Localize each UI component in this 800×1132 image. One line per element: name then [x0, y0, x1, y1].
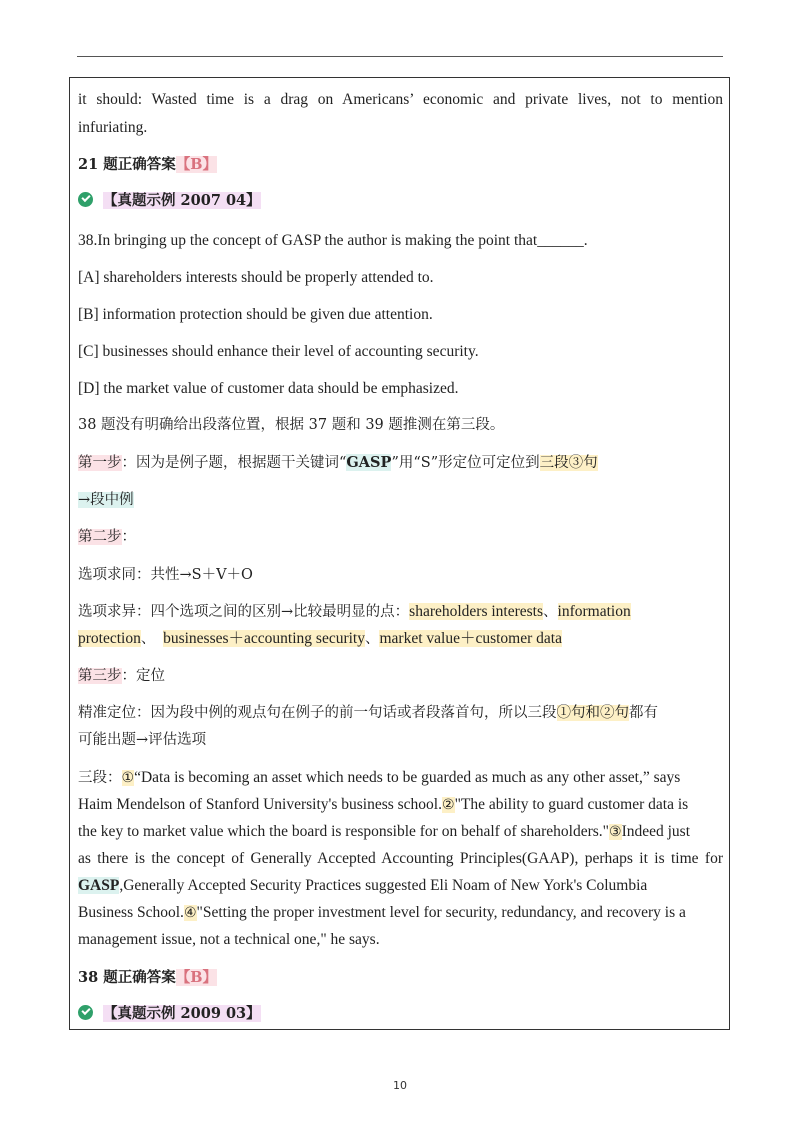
option-b: [B] information protection should be given due attention. — [78, 306, 433, 323]
diff-sep: 、 — [364, 631, 380, 647]
precise-location — [78, 703, 658, 723]
step-text: ：因为是例子题，根据题干关键词“ — [121, 455, 347, 471]
passage-text: "The ability to guard customer data is — [454, 796, 689, 813]
step-3 — [78, 666, 165, 686]
option-a: [A] shareholders interests should be properly attended to. — [78, 269, 434, 286]
page-number: 10 — [393, 1079, 407, 1092]
text-line: it should: Wasted time is a drag on Americans’ economic and private lives, not to mention — [78, 91, 723, 108]
sentence-marker: ③ — [609, 824, 622, 840]
diff-point: information — [557, 603, 631, 620]
option-c: [C] businesses should enhance their level of accounting security. — [78, 343, 479, 360]
example-label: 【真题示例 2007 04】 — [103, 192, 261, 209]
step-text: ”用“S”形定位可定位到 — [391, 455, 540, 471]
content-box — [69, 77, 730, 1030]
example-label: 【真题示例 2009 03】 — [103, 1005, 261, 1022]
step-label: 第二步 — [78, 529, 122, 545]
keyword-gasp: GASP — [78, 877, 120, 894]
passage-text: the key to market value which the board is responsible for on behalf of shareholders." — [78, 823, 610, 840]
passage-line — [78, 903, 686, 923]
example-header — [78, 191, 261, 211]
diff-point: businesses＋accounting security — [163, 630, 365, 647]
answer-21 — [78, 155, 217, 175]
precise-highlight: ①句和②句 — [556, 705, 629, 721]
precise-text: 精准定位：因为段中例的观点句在例子的前一句话或者段落首句，所以三段 — [78, 705, 557, 721]
option-d: [D] the market value of customer data should be emphasized. — [78, 380, 459, 397]
note-38: 38 题没有明确给出段落位置，根据 37 题和 39 题推测在第三段。 — [78, 417, 505, 433]
passage-text: Business School. — [78, 904, 184, 921]
location-highlight: 三段③句 — [539, 455, 598, 471]
passage-lead: 三段： — [78, 770, 122, 786]
passage-text: Haim Mendelson of Stanford University's business school. — [78, 796, 442, 813]
precise-location-cont: 可能出题→评估选项 — [78, 732, 207, 748]
passage-text: “Data is becoming an asset which needs to be guarded as much as any other asset,” says — [134, 769, 681, 786]
step-1 — [78, 453, 598, 473]
step-2 — [78, 527, 136, 547]
passage-line: management issue, not a technical one," he says. — [78, 931, 380, 948]
diff-point: protection — [78, 630, 141, 647]
diff-point: shareholders interests — [409, 603, 544, 620]
step-text: ： — [121, 529, 136, 545]
passage-line — [78, 876, 647, 896]
question-38: 38.In bringing up the concept of GASP the author is making the point that______. — [78, 232, 588, 249]
options-diff — [78, 602, 631, 622]
sentence-marker: ① — [121, 770, 135, 786]
text-line: infuriating. — [78, 119, 148, 136]
header-rule — [77, 56, 723, 57]
passage-text: ,Generally Accepted Security Practices suggested Eli Noam of New York's Columbia — [119, 877, 648, 894]
sentence-marker: ② — [442, 797, 455, 813]
passage-text: Indeed just — [621, 823, 691, 840]
diff-sep: 、 — [140, 631, 156, 647]
check-circle-icon — [78, 1005, 93, 1020]
options-same: 选项求同：共性→S＋V＋O — [78, 567, 253, 583]
diff-text: 选项求异：四个选项之间的区别→比较最明显的点： — [78, 604, 410, 620]
step-label: 第一步 — [78, 455, 122, 471]
passage-line — [78, 768, 680, 788]
example-header — [78, 1004, 261, 1024]
answer-letter: 【B】 — [175, 969, 217, 986]
check-circle-icon — [78, 192, 93, 207]
step-1-cont — [78, 490, 134, 510]
step-label: 第三步 — [78, 668, 122, 684]
passage-line: as there is the concept of Generally Accepted Accounting Principles(GAAP), perhaps it is time for — [78, 850, 723, 867]
diff-point: market value＋customer data — [379, 630, 562, 647]
keyword-gasp: GASP — [346, 454, 392, 471]
step-text: →段中例 — [78, 492, 134, 508]
passage-text: "Setting the proper investment level for security, redundancy, and recovery is a — [196, 904, 686, 921]
precise-text: 都有 — [629, 705, 658, 721]
answer-38 — [78, 968, 217, 988]
answer-prefix: 38 题正确答案 — [78, 969, 176, 986]
passage-line — [78, 822, 690, 842]
answer-letter: 【B】 — [175, 156, 217, 173]
options-diff-cont — [78, 629, 562, 649]
passage-line — [78, 795, 688, 815]
diff-sep: 、 — [543, 604, 558, 620]
step-text: ：定位 — [121, 668, 165, 684]
sentence-marker: ④ — [183, 905, 197, 921]
answer-prefix: 21 题正确答案 — [78, 156, 176, 173]
